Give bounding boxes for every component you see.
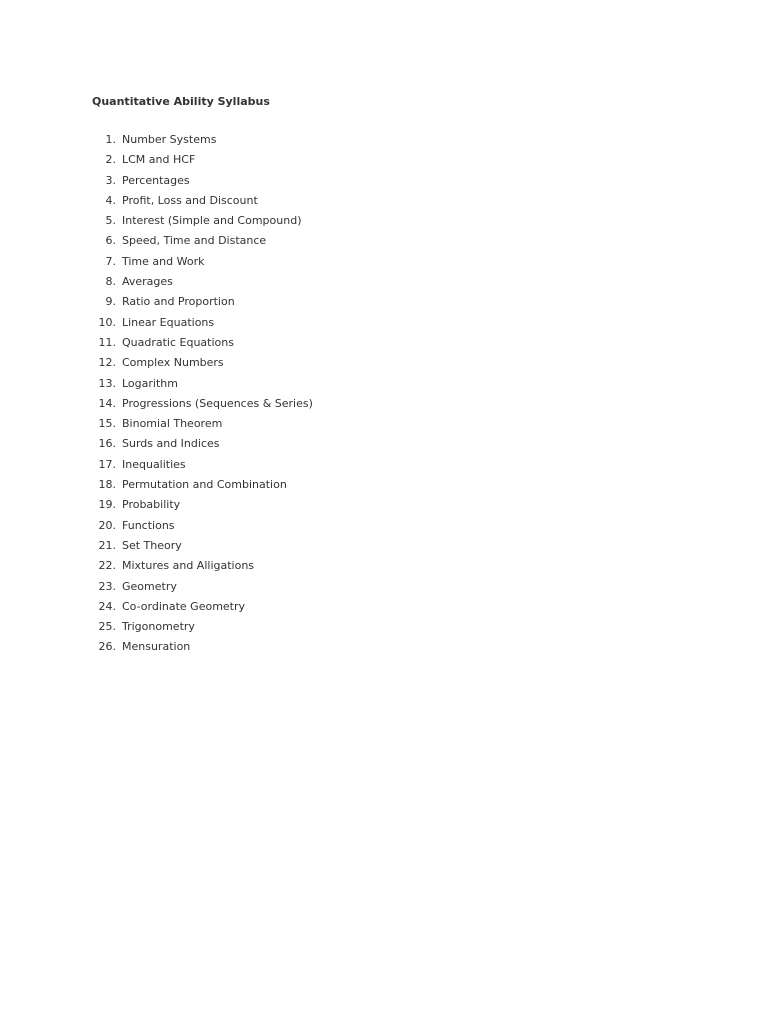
item-text: Percentages — [122, 173, 190, 187]
item-text: Trigonometry — [122, 620, 195, 634]
list-item — [92, 416, 223, 436]
item-text: Mensuration — [122, 640, 191, 654]
list-item — [92, 538, 182, 558]
item-number: 19. — [98, 498, 116, 512]
page-title: Quantitative Ability Syllabus — [92, 95, 270, 108]
list-item — [92, 213, 302, 233]
list-item — [92, 599, 246, 619]
list-item — [92, 436, 220, 456]
item-text: Permutation and Combination — [122, 478, 287, 492]
item-text: Binomial Theorem — [122, 417, 223, 431]
item-text: Surds and Indices — [122, 437, 220, 451]
list-item — [92, 254, 205, 274]
syllabus-list — [92, 132, 313, 660]
item-text: Averages — [122, 275, 173, 289]
list-item — [92, 579, 177, 599]
item-text: Co-ordinate Geometry — [122, 599, 246, 613]
item-text: Logarithm — [122, 376, 178, 390]
list-item — [92, 355, 224, 375]
item-number: 13. — [98, 376, 116, 390]
item-text: Time and Work — [122, 254, 205, 268]
item-number: 4. — [105, 193, 116, 207]
item-number: 3. — [105, 173, 116, 187]
item-number: 8. — [105, 275, 116, 289]
list-item — [92, 477, 287, 497]
list-item — [92, 335, 234, 355]
item-number: 7. — [105, 254, 116, 268]
item-text: Profit, Loss and Discount — [122, 193, 258, 207]
list-item — [92, 457, 186, 477]
item-text: Set Theory — [122, 538, 182, 552]
list-item — [92, 619, 195, 639]
list-item — [92, 376, 178, 396]
item-number: 14. — [98, 396, 116, 410]
item-text: Quadratic Equations — [122, 335, 234, 349]
item-number: 15. — [98, 417, 116, 431]
list-item — [92, 173, 190, 193]
item-text: Complex Numbers — [122, 356, 224, 370]
list-item — [92, 233, 267, 253]
item-text: Functions — [122, 518, 175, 532]
item-text: LCM and HCF — [122, 153, 196, 167]
item-number: 23. — [98, 579, 116, 593]
list-item — [92, 193, 258, 213]
list-item — [92, 274, 173, 294]
item-text: Progressions (Sequences & Series) — [122, 396, 313, 410]
list-item — [92, 396, 313, 416]
item-number: 24. — [98, 599, 116, 613]
item-number: 22. — [98, 559, 116, 573]
item-text: Inequalities — [122, 457, 186, 471]
item-number: 18. — [98, 478, 116, 492]
item-number: 16. — [98, 437, 116, 451]
list-item — [92, 639, 191, 659]
item-text: Interest (Simple and Compound) — [122, 214, 302, 228]
item-text: Speed, Time and Distance — [122, 234, 267, 248]
item-number: 12. — [98, 356, 116, 370]
item-number: 26. — [98, 640, 116, 654]
item-number: 9. — [105, 295, 116, 309]
item-number: 20. — [98, 518, 116, 532]
item-text: Probability — [122, 498, 181, 512]
item-number: 11. — [98, 335, 116, 349]
list-item — [92, 152, 196, 172]
item-text: Geometry — [122, 579, 177, 593]
item-number: 10. — [98, 315, 116, 329]
list-item — [92, 497, 181, 517]
item-number: 6. — [105, 234, 116, 248]
item-text: Number Systems — [122, 133, 217, 146]
item-number: 25. — [98, 620, 116, 634]
list-item — [92, 315, 215, 335]
item-text: Linear Equations — [122, 315, 215, 329]
item-text: Ratio and Proportion — [122, 295, 235, 309]
list-item — [92, 294, 235, 314]
item-number: 21. — [98, 538, 116, 552]
list-item — [92, 132, 217, 152]
list-item — [92, 558, 255, 578]
item-number: 2. — [105, 153, 116, 167]
item-text: Mixtures and Alligations — [122, 559, 255, 573]
item-number: 5. — [105, 214, 116, 228]
item-number: 1. — [105, 133, 116, 146]
item-number: 17. — [98, 457, 116, 471]
list-item — [92, 518, 175, 538]
